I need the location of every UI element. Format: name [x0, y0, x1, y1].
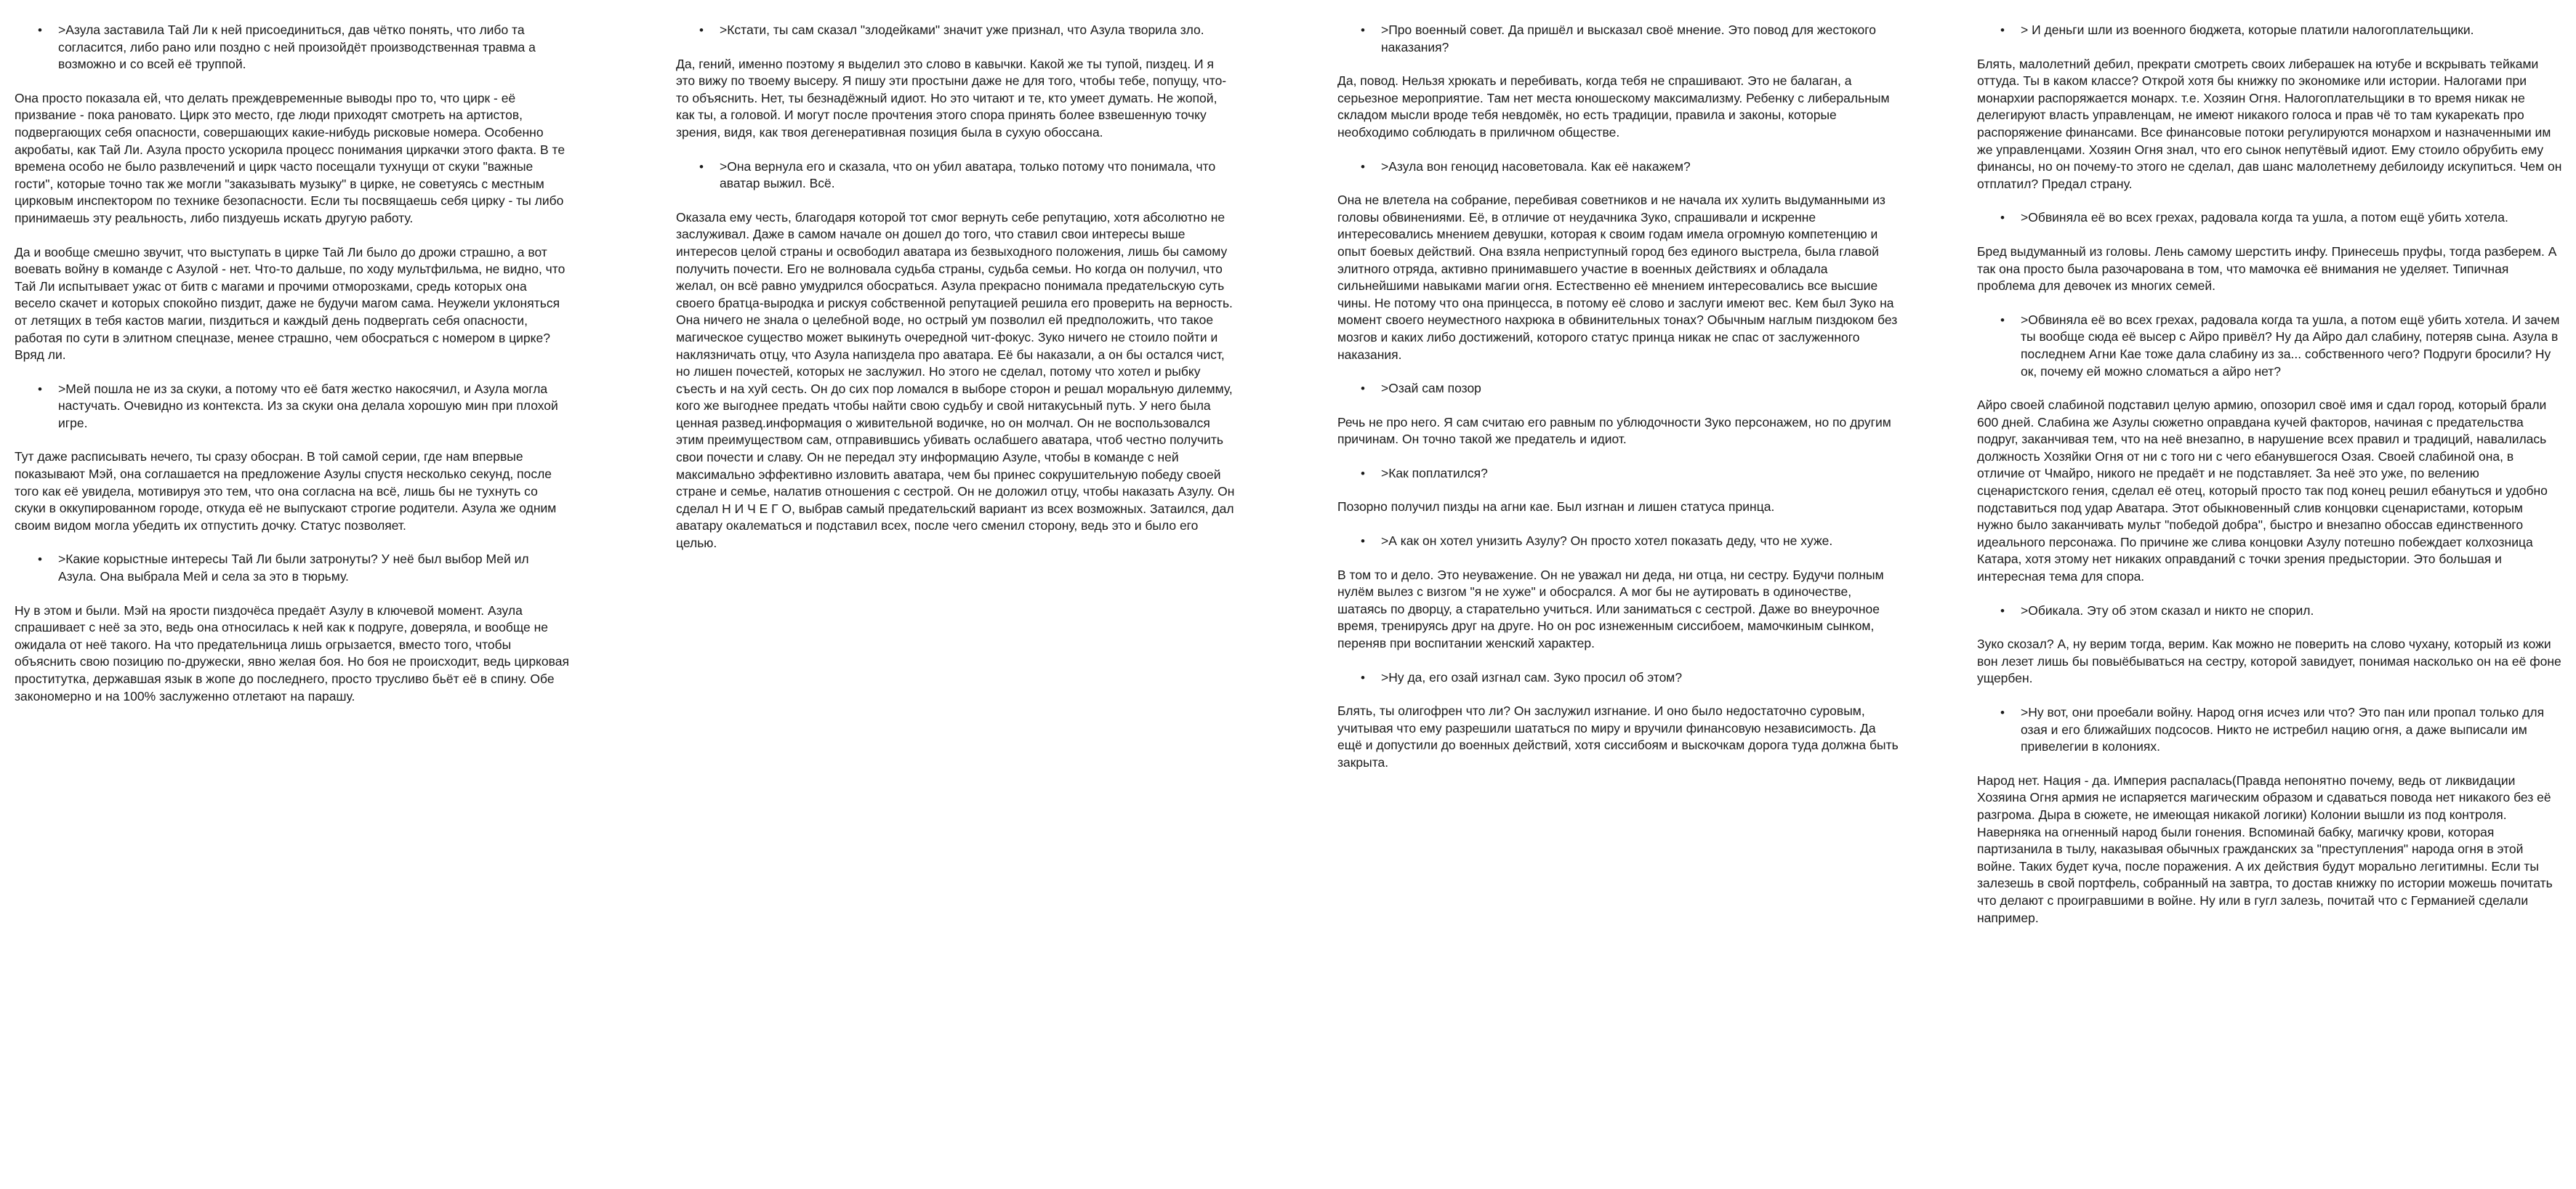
paragraph: В том то и дело. Это неуважение. Он не уважал ни деда, ни отца, ни сестру. Будучи полным нулём вылез с визгом "я не хуже" и обосрался. А мог бы не аутировать в одиночестве, шатаясь по дворцу, а старательно учиться. Или заниматься с сестрой. Даже во внеурочное время, тренируясь друг на друге. Но он рос изнеженным сиссибоем, мамочкиным сынком, переняв при воспитании женский характер. [1337, 567, 1884, 651]
paragraph: Зуко скозал? А, ну верим тогда, верим. Как можно не поверить на слово чухану, который из кожи вон лезет лишь бы повыёбываться на сестру, которой завидует, понимая насколько он на её фоне ущербен. [1977, 637, 2561, 686]
quoted-bullet: • > И деньги шли из военного бюджета, которые платили налогоплательщики. [1977, 22, 2562, 39]
text-column-1 [15, 22, 571, 722]
paragraph: Айро своей слабиной подставил целую армию, опозорил своё имя и сдал город, который брали 600 дней. Слабина же Азулы сюжетно оправдана кучей факторов, начиная с предательства подруг, заканчивая тем, что на неё внезапно, в нарушение всех правил и традиций, навалилась должность Хозяйки Огня от ни с того ни с чего ебанувшегося Озая. Своей слабиной она, в отличие от Чмайро, никого не предаёт и не подставляет. За неё это уже, по велению сценаристского гения, сделал её отец, который просто так под конец решил ебануться и удобно подставиться под удар Аватара. Этот обыкновенный слив концовки сценаристами, которым нужно было заканчивать мульт "победой добра", быстро и внезапно обоссав единственного идеального персонажа. По причине же слива концовки Азулу потешно побеждает колхозница Катара, хотя этому нет никаких оправданий с точки зрения предыстории. Это большая и интересная тема для спора. [1977, 398, 2548, 584]
quoted-bullet: • >Как поплатился? [1337, 465, 1901, 483]
quoted-bullet: • >Азула заставила Тай Ли к ней присоединиться, дав чётко понять, что либо та согласится, либо рано или поздно с ней произойдёт производственная травма а возможно и со всей её труппой. [15, 22, 571, 73]
paragraph: Она просто показала ей, что делать преждевременные выводы про то, что цирк - её призвание - пока рановато. Цирк это место, где люди приходят смотреть на артистов, подвергающих себя опасности, совершающих какие-нибудь рисковые номера. Особенно акробаты, как Тай Ли. Азула просто ускорила процесс понимания циркачки этого факта. В те времена особо не было развлечений и цирк часто посещали тухнущи от скуки "важные гости", которые точно так же могли "заказывать музыку" в цирке, не советуясь с местным цирковым инспектором по технике безопасности. Если ты посвящаешь себя цирку - ты либо принимаешь эту реальность, либо пиздуешь искать другую работу. [15, 90, 565, 225]
paragraph: Да, гений, именно поэтому я выделил это слово в кавычки. Какой же ты тупой, пиздец. И я это вижу по твоему высеру. Я пишу эти простыни даже не для того, чтобы тебе, попущу, что-то объяснить. Нет, ты безнадёжный идиот. Но это читают и те, кто умеет думать. Не жопой, как ты, а головой. И могут после прочтения этого спора принять более взвешенную точку зрения, видя, как твоя дегенеративная позиция была в сухую обоссана. [676, 56, 1227, 140]
quoted-bullet: • >Ну вот, они проебали войну. Народ огня исчез или что? Это пан или пропал только для озая и его ближайших подсосов. Никто не истребил нацию огня, а даже выписали им привелегии в колониях. [1977, 704, 2562, 756]
paragraph: Бред выдуманный из головы. Лень самому шерстить инфу. Принесешь пруфы, тогда разберем. А так она просто была разочарована в том, что мамочка её внимания не уделяет. Типичная проблема для девочек из многих семей. [1977, 243, 2557, 294]
paragraph: Позорно получил пизды на агни кае. Был изгнан и лишен статуса принца. [1337, 499, 1775, 515]
quoted-bullet: • >Обвиняла её во всех грехах, радовала когда та ушла, а потом ещё убить хотела. И зачем ты вообще сюда её высер с Айро привёл? Ну да Айро дал слабину, потеряв сына. Азула в последнем Агни Кае тоже дала слабину из за... собственного чего? Подруги бросили? Ну ок, почему ей можно сломаться а айро нет? [1977, 312, 2562, 380]
paragraph: Оказала ему честь, благодаря которой тот смог вернуть себе репутацию, хотя абсолютно не заслуживал. Даже в самом начале он дошел до того, что ставил свои интересы выше интересов целой страны и освободил аватара из безвыходного положения, лишь бы самому получить почести. Его не волновала судьба страны, судьба семьи. Но когда он получил, что желал, он всё равно умудрился обосраться. Азула прекрасно понимала предательскую суть своего братца-выродка и рискуя собственной репутацией решила его проверить на верность. Она ничего не знала о целебной воде, но острый ум позволил ей предположить, что такое магическое существо может выкинуть очередной чит-фокус. Зуко ничего не стоило пойти и наклязничать отцу, что Азула напиздела про аватара. Её бы наказали, а он бы остался чист, но лишен почестей, которых не заслужил. Но этого не сделал, потому что хотел и рыбку съесть и на хуй сесть. Он до сих пор ломался в выборе сторон и решал моральную дилемму, кого же выгоднее предать чтобы найти свою судьбу и свой нитакусьный путь. У него была ценная развед.информация о живительной водичке, но он молчал. Он не воспользовался этим преимуществом сам, отправившись убивать ослабшего аватара, чтоб честно получить свои почести и славу. Он не передал эту информацию Азуле, чтобы в команде с ней максимально эффективно изловить аватара, чем бы принес сокрушительную победу своей стране и семье, налатив отношения с сестрой. Он не доложил отцу, чтобы наказать Азулу. Он сделал Н И Ч Е Г О, выбрав самый предательский вариант из всех возможных. Затаился, дал аватару окалематься и подставил всех, после чего сменил сторону, ведь это и было его целью. [676, 209, 1235, 551]
paragraph: Тут даже расписывать нечего, ты сразу обосран. В той самой серии, где нам впервые показывают Мэй, она соглашается на предложение Азулы спустя несколько секунд, после того как её увидела, мотивируя это тем, что она согласна на всё, лишь бы не тухнуть со скуки в оккупированном городе, откуда её не выпускают строгие родители. Азула же одним своим видом могла убедить их отпустить дочку. Статус позволяет. [15, 449, 557, 533]
quoted-bullet: • >Мей пошла не из за скуки, а потому что её батя жестко накосячил, и Азула могла настучать. Очевидно из контекста. Из за скуки она делала хорошую мин при плохой игре. [15, 381, 571, 432]
quoted-bullet: • >Какие корыстные интересы Тай Ли были затронуты? У неё был выбор Мей ил Азула. Она выбрала Мей и села за это в тюрьму. [15, 551, 571, 585]
quoted-bullet: • >Азула вон геноцид насоветовала. Как её накажем? [1337, 158, 1901, 176]
quoted-bullet: • >А как он хотел унизить Азулу? Он просто хотел показать деду, что не хуже. [1337, 533, 1901, 550]
quoted-bullet: • >Озай сам позор [1337, 380, 1901, 398]
text-column-3 [1337, 22, 1901, 789]
paragraph: Блять, ты олигофрен что ли? Он заслужил изгнание. И оно было недостаточно суровым, учитывая что ему разрешили шататься по миру и вручили финансовую независимость. Да ещё и допустили до военных действий, хотя сиссибоям и выскочкам дорога туда должна быть закрыта. [1337, 704, 1899, 770]
paragraph: Речь не про него. Я сам считаю его равным по ублюдочности Зуко персонажем, но по другим причинам. Он точно такой же предатель и идиот. [1337, 414, 1891, 447]
paragraph: Блять, малолетний дебил, прекрати смотреть своих либерашек на ютубе и вскрывать тейками оттуда. Ты в каком классе? Открой хотя бы книжку по экономике или истории. Налогами при монархии распоряжается монарх. т.е. Хозяин Огня. Налогоплательщики в то время никак не делегируют власть управленцам, не имеют никакого голоса и прав чё то там кукарекать про распоряжение финансами. Все финансовые потоки регулируются монархом и назначенными им же управленцами. Хозяин Огня знал, что его сынок непутёвый идиот. Ему стоило обрубить ему финансы, но он почему-то этого не сделал, дав шанс малолетнему дебилоиду искупиться. Чем он отплатил? Предал страну. [1977, 56, 2562, 191]
paragraph: Ну в этом и были. Мэй на ярости пиздочёса предаёт Азулу в ключевой момент. Азула спрашивает с неё за это, ведь она относилась к ней как к подруге, доверяла, и вообще не ожидала от неё такого. На что предательница лишь огрызается, вместо того, чтобы объяснить свою позицию по-дружески, явно желая боя. Но боя не происходит, ведь цирковая проститутка, державшая язык в жопе до последнего, просто трусливо бьёт её в спину. Обе закономерно и на 100% заслуженно отлетают на парашу. [15, 602, 569, 704]
text-column-4 [1977, 22, 2562, 943]
paragraph: Народ нет. Нация - да. Империя распалась(Правда непонятно почему, ведь от ликвидации Хозяина Огня армия не испаряется магическим образом и сдаваться повода нет никакого без её разгрома. Дыра в сюжете, не имеющая никакой логики) Колонии вышли из под контроля. Наверняка на огненный народ были гонения. Вспоминай бабку, магичку крови, которая партизанила в тылу, наказывая обычных гражданских за "преступления" народа огня в этой войне. Таких будет куча, после поражения. А их действия будут морально легитимны. Если ты залезешь в свой портфель, собранный на завтра, то достав книжку по истории можешь почитать что делают с проигравшими в войне. Ну или в гугл залезь, почитай что с Германией сделали например. [1977, 773, 2553, 925]
quoted-bullet: • >Про военный совет. Да пришёл и высказал своё мнение. Это повод для жестокого наказания? [1337, 22, 1901, 56]
quoted-bullet: • >Обикала. Эту об этом сказал и никто не спорил. [1977, 602, 2562, 620]
paragraph: Да и вообще смешно звучит, что выступать в цирке Тай Ли было до дрожи страшно, а вот воевать войну в команде с Азулой - нет. Что-то дальше, по ходу мультфильма, не видно, что Тай Ли испытывает ужас от битв с магами и прочими отморозками, средь которых она весело скачет и которых спокойно пиздит, даже не будучи магом сама. Неужели уклоняться от летящих в тебя кастов магии, пиздиться и каждый день подвергать себя опасности, работая по сути в элитном спецназе, менее страшно, чем обосраться с номером в цирке? Вряд ли. [15, 244, 565, 363]
text-column-2 [676, 22, 1236, 569]
quoted-bullet: • >Кстати, ты сам сказал "злодейками" значит уже признал, что Азула творила зло. [676, 22, 1236, 39]
paragraph: Она не влетела на собрание, перебивая советников и не начала их хулить выдуманными из головы обвинениями. Её, в отличие от неудачника Зуко, спрашивали и искренне интересовались мнением девушки, которая к своим годам имела огромную компетенцию и опыт боевых действий. Она взяла неприступный город без единого выстрела, была главой элитного отряда, активно принимавшего участие в военных действиях и обладала сильнейшими навыками магии огня. Естественно её мнением интересовались все высшие чины. Не потому что она принцесса, в потому её слово и заслуги имеют вес. Кем был Зуко на момент своего неуместного нахрюка в обвинительных тонах? Обычным наглым пиздюком без мозгов и каких либо достижений, которого статус принца никак не спас от заслуженного наказания. [1337, 193, 1898, 362]
quoted-bullet: • >Обвиняла её во всех грехах, радовала когда та ушла, а потом ещё убить хотела. [1977, 209, 2562, 227]
quoted-bullet: • >Она вернула его и сказала, что он убил аватара, только потому что понимала, что аватар выжил. Всё. [676, 158, 1236, 193]
paragraph: Да, повод. Нельзя хрюкать и перебивать, когда тебя не спрашивают. Это не балаган, а серьезное мероприятие. Там нет места юношескому максимализму. Ребенку с либеральным складом мысли вроде тебя невдомёк, но есть традиции, правила и законы, которые необходимо соблюдать в приличном обществе. [1337, 73, 1890, 140]
quoted-bullet: • >Ну да, его озай изгнал сам. Зуко просил об этом? [1337, 669, 1901, 687]
